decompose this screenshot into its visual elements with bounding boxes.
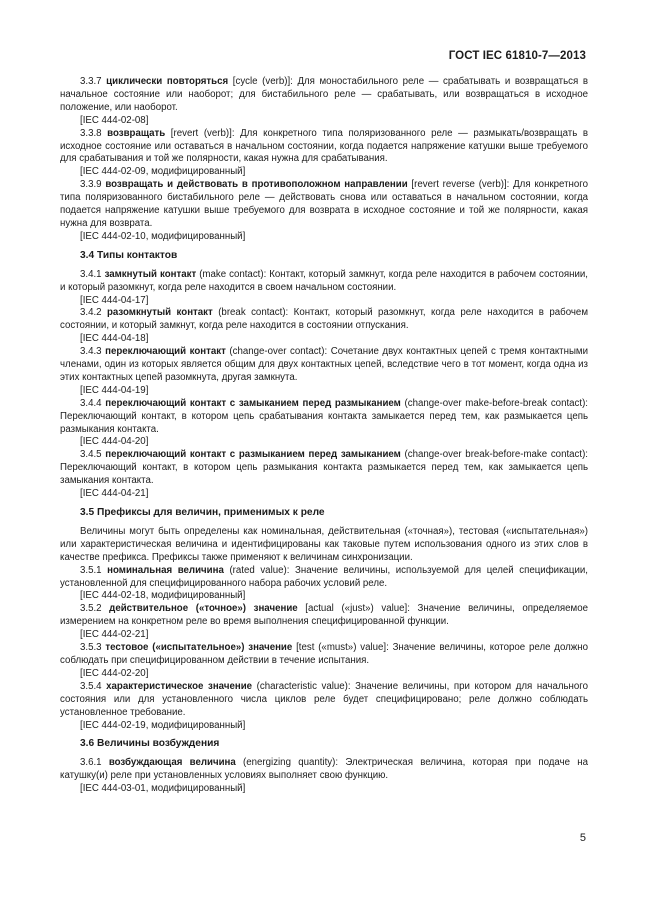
definition-text: [test («must») value]: Значение величины, которое реле должно соблюдать при специфицированном действии в течение испытания. [60, 642, 588, 666]
source-reference: [IEC 444-02-21] [80, 629, 149, 641]
definition-text: [cycle (verb)]: Для моностабильного реле — срабатывать и возвращаться в начальное состояние или наоборот; для бистабильного реле — срабатывать, или возвращаться в исходное положение, или наоборот. [60, 76, 588, 113]
term-definition [60, 681, 588, 720]
clause-number: 3.4.2 [80, 307, 102, 319]
paragraph: Величины могут быть определены как номинальная, действительная («точная»), тестовая («испытательная») или характеристическая величина и идентифицированы как таковые путем использования одного из этих слов в качестве префикса. Префиксы также применяют к величинам синхронизации. [60, 525, 588, 563]
term-definition [60, 757, 588, 783]
clause-number: 3.5.4 [80, 680, 102, 692]
definition-text: (characteristic value): Значение величины, при котором для начального состояния или для установленного числа циклов реле будет специфицировано; реле должно соблюдать установленное требование. [60, 680, 588, 718]
source-reference: [IEC 444-04-20] [80, 436, 149, 448]
term-name: тестовое («испытательное») значение [105, 642, 293, 654]
definition-text: (make contact): Контакт, который замкнут, когда реле находится в рабочем состоянии, и который разомкнут, когда реле находится в своем начальном состоянии. [60, 268, 589, 293]
term-name: циклически повторяться [106, 76, 229, 87]
term-name: переключающий контакт с замыканием перед размыканием [105, 397, 401, 409]
term-name: разомкнутый контакт [106, 307, 213, 319]
term-name: возбуждающая величина [108, 757, 236, 769]
term-definition [60, 603, 588, 629]
term-definition [60, 128, 588, 167]
term-definition [60, 346, 588, 385]
term-definition [60, 269, 588, 295]
section-heading: 3.6 Величины возбуждения [80, 738, 220, 750]
clause-number: 3.5.1 [80, 564, 102, 576]
term-name: возвращать [107, 127, 166, 139]
source-reference: [IEC 444-02-18, модифицированный] [80, 590, 246, 602]
definition-text: (energizing quantity): Электрическая величина, которая при подаче на катушку(и) реле при установленных условиях выполняет свою функцию. [60, 757, 588, 782]
document-body [60, 76, 588, 796]
clause-number: 3.4.3 [80, 346, 102, 358]
section-heading: 3.4 Типы контактов [80, 249, 178, 261]
section-heading: 3.5 Префиксы для величин, применимых к реле [80, 507, 325, 518]
clause-number: 3.5.2 [80, 603, 102, 615]
definition-text: (change-over contact): Сочетание двух контактных цепей с тремя контактными членами, один из которых является общим для двух контактных цепей, вследствие чего в тот момент, когда одна из этих контактных цепей разомкнута, другая замкнута. [60, 346, 588, 383]
term-name: переключающий контакт с размыканием перед замыканием [105, 449, 401, 461]
clause-number: 3.6.1 [80, 757, 102, 769]
term-definition [60, 307, 588, 333]
definition-text: (break contact): Контакт, который разомкнут, когда реле находится в рабочем состоянии, и который замкнут, когда реле находится в состоянии отпускания. [60, 307, 588, 332]
clause-number: 3.4.5 [80, 449, 102, 461]
definition-text: (change-over make-before-break contact): Переключающий контакт, в котором цепь срабатывания контакта замыкается перед тем, как размыкается цепь размыкания контакта. [60, 397, 588, 435]
definition-text: [revert (verb)]: Для конкретного типа поляризованного реле — размыкать/возвращать в исходное состояние или оставаться в начальном состоянии, когда подается напряжение катушки выше требуемого для срабатывания и той же полярности, какая нужна для срабатывания. [60, 127, 588, 165]
term-definition [60, 398, 588, 437]
clause-number: 3.4.1 [80, 268, 102, 280]
source-reference: [IEC 444-02-19, модифицированный] [80, 719, 246, 731]
definition-text: [actual («just») value]: Значение величины, определяемое измерением на конкретном реле во время выполнения специфицированной функции. [60, 603, 588, 628]
term-name: возвращать и действовать в противоположном направлении [105, 179, 408, 191]
source-reference: [IEC 444-04-21] [80, 488, 149, 500]
definition-text: (change-over break-before-make contact): Переключающий контакт, в котором цепь размыкания контакта размыкается перед тем, как замыкается цепь замыкания контакта. [60, 449, 588, 487]
source-reference: [IEC 444-02-08] [80, 114, 149, 126]
standard-header: ГОСТ IEC 61810-7—2013 [448, 50, 586, 62]
term-name: номинальная величина [107, 564, 224, 576]
definition-text: (rated value): Значение величины, используемой для целей спецификации, установленной для специфицированного набора рабочих условий реле. [60, 564, 588, 589]
term-definition [60, 76, 588, 115]
source-reference: [IEC 444-04-17] [80, 294, 149, 306]
source-reference: [IEC 444-03-01, модифицированный] [80, 783, 246, 795]
term-definition [60, 642, 588, 668]
clause-number: 3.3.8 [80, 127, 102, 139]
source-reference: [IEC 444-02-10, модифицированный] [80, 230, 246, 242]
clause-number: 3.4.4 [80, 397, 102, 409]
source-reference: [IEC 444-02-09, модифицированный] [80, 166, 246, 178]
term-definition [60, 565, 588, 591]
source-reference: [IEC 444-04-19] [80, 384, 149, 396]
definition-text: [revert reverse (verb)]: Для конкретного типа поляризованного бистабильного реле — действовать снова или оставаться в начальном состоянии, когда подается напряжение катушки выше требуемого для возврата в исходное состояние и той же полярности, какая нужна для возврата. [60, 179, 588, 229]
term-name: действительное («точное») значение [109, 603, 298, 615]
clause-number: 3.5.3 [80, 642, 102, 654]
page-number: 5 [579, 832, 586, 844]
term-name: замкнутый контакт [104, 268, 197, 280]
source-reference: [IEC 444-02-20] [80, 667, 149, 679]
term-definition [60, 179, 588, 231]
term-definition [60, 449, 588, 488]
source-reference: [IEC 444-04-18] [80, 333, 149, 345]
clause-number: 3.3.7 [80, 76, 102, 87]
term-name: характеристическое значение [106, 680, 253, 692]
clause-number: 3.3.9 [80, 179, 102, 191]
term-name: переключающий контакт [105, 346, 226, 358]
